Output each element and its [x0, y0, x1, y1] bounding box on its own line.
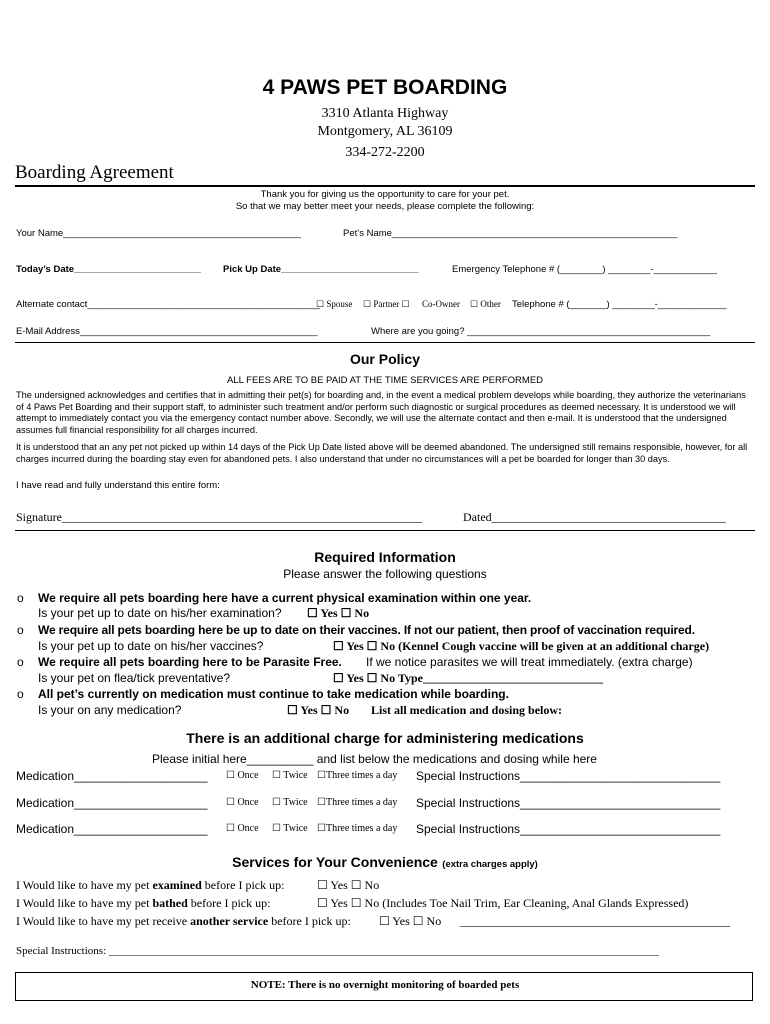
required-subheading: Please answer the following questions — [283, 567, 487, 581]
email-field[interactable]: E-Mail Address_____________________________________________ — [16, 326, 318, 337]
other-service-field[interactable]: _____________________________________________ — [460, 914, 730, 928]
medication-question: Is your on any medication? — [38, 703, 182, 717]
other-checkbox[interactable]: ☐ Other — [470, 299, 501, 309]
exam-service-keyword: examined — [152, 878, 202, 892]
read-acknowledgement: I have read and fully understand this entire form: — [16, 480, 220, 491]
twice-checkbox[interactable]: ☐ Twice — [272, 823, 308, 834]
services-heading: Services for Your Convenience — [232, 854, 438, 870]
other-service-keyword: another service — [190, 914, 269, 928]
pickup-date-field[interactable]: Pick Up Date__________________________ — [223, 264, 419, 275]
destination-field[interactable]: Where are you going? ______________________________________________ — [371, 326, 711, 337]
alternate-contact-field[interactable]: Alternate contact____________________________________________ — [16, 299, 320, 310]
medication-name-field[interactable]: Medication____________________ — [16, 769, 208, 783]
vaccine-answer-checkboxes[interactable]: ☐ Yes ☐ No (Kennel Cough vaccine will be given at an additional charge) — [333, 639, 710, 653]
three-times-checkbox[interactable]: ☐Three times a day — [317, 823, 398, 834]
parasite-answer-checkboxes[interactable]: ☐ Yes ☐ No Type______________________________ — [333, 671, 603, 685]
exam-answer-checkboxes[interactable]: ☐ Yes ☐ No — [307, 606, 370, 620]
special-instructions-line[interactable]: Special Instructions: ____________________________________________________________________________________________________ — [16, 945, 659, 957]
exam-service-line — [16, 878, 284, 893]
intro-line-2: So that we may better meet your needs, please complete the following: — [235, 201, 535, 212]
vaccine-requirement: We require all pets boarding here be up to date on their vaccines. If not our patient, then proof of vaccination required. — [38, 623, 695, 637]
services-extra-charge-note: (extra charges apply) — [442, 859, 538, 870]
coowner-option[interactable]: Co-Owner — [422, 299, 460, 309]
exam-service-pre: I Would like to have my pet — [16, 878, 153, 892]
special-instructions-field[interactable]: Special Instructions______________________________ — [416, 822, 721, 836]
partner-checkbox[interactable]: ☐ Partner ☐ — [363, 299, 410, 309]
services-heading-row — [0, 854, 770, 872]
todays-date-field[interactable]: Today’s Date________________________ — [16, 264, 201, 275]
parasite-requirement: We require all pets boarding here to be Parasite Free. — [38, 655, 342, 669]
exam-requirement: We require all pets boarding here have a current physical examination within one year. — [38, 591, 532, 605]
medication-list-note: List all medication and dosing below: — [371, 703, 563, 717]
other-service-post: before I pick up: — [268, 914, 351, 928]
parasite-note: If we notice parasites we will treat immediately. (extra charge) — [366, 655, 693, 669]
fields-divider — [15, 342, 755, 343]
bath-service-checkboxes[interactable]: ☐ Yes ☐ No (Includes Toe Nail Trim, Ear Cleaning, Anal Glands Expressed) — [317, 896, 689, 910]
bullet: o — [17, 687, 24, 701]
other-service-pre: I Would like to have my pet receive — [16, 914, 191, 928]
medication-heading: There is an additional charge for administering medications — [186, 730, 584, 746]
required-heading: Required Information — [314, 549, 456, 565]
special-instructions-field[interactable]: Special Instructions______________________________ — [416, 796, 721, 810]
spouse-checkbox[interactable]: ☐ Spouse — [316, 299, 353, 309]
policy-paragraph-2: It is understood that an any pet not picked up within 14 days of the Pick Up Date listed above will be deemed abandoned. The undersigned still remains responsible, however, for all charges incurred during the boarding stay even for abandoned pets. I also understand that under no circumstances will a pet be boarded for longer than 30 days. — [16, 442, 748, 464]
overnight-note: NOTE: There is no overnight monitoring of boarded pets — [250, 979, 520, 991]
bath-service-line — [16, 896, 270, 911]
exam-question: Is your pet up to date on his/her examination? — [38, 606, 282, 620]
medication-requirement: All pet’s currently on medication must continue to take medication while boarding. — [38, 687, 509, 701]
business-name: 4 PAWS PET BOARDING — [262, 76, 508, 99]
signature-field[interactable]: Signature____________________________________________________________ — [16, 510, 422, 524]
bullet: o — [17, 655, 24, 669]
three-times-checkbox[interactable]: ☐Three times a day — [317, 770, 398, 781]
vaccine-question: Is your pet up to date on his/her vaccines? — [38, 639, 264, 653]
once-checkbox[interactable]: ☐ Once — [226, 770, 259, 781]
medication-name-field[interactable]: Medication____________________ — [16, 822, 208, 836]
other-service-checkboxes[interactable]: ☐ Yes ☐ No — [379, 914, 442, 928]
emergency-telephone-field[interactable]: Emergency Telephone # (________) ________-____________ — [452, 264, 717, 275]
bath-service-pre: I Would like to have my pet — [16, 896, 153, 910]
exam-service-post: before I pick up: — [201, 878, 285, 892]
title-divider — [15, 185, 755, 187]
three-times-checkbox[interactable]: ☐Three times a day — [317, 797, 398, 808]
intro-line-1: Thank you for giving us the opportunity to care for your pet. — [260, 189, 510, 200]
twice-checkbox[interactable]: ☐ Twice — [272, 770, 308, 781]
special-instructions-field[interactable]: Special Instructions______________________________ — [416, 769, 721, 783]
address-line-1: 3310 Atlanta Highway — [321, 106, 449, 121]
bath-service-keyword: bathed — [152, 896, 188, 910]
exam-service-checkboxes[interactable]: ☐ Yes ☐ No — [317, 878, 380, 892]
parasite-question: Is your pet on flea/tick preventative? — [38, 671, 231, 685]
page-title: Boarding Agreement — [15, 162, 174, 183]
bath-service-post: before I pick up: — [187, 896, 271, 910]
bullet: o — [17, 623, 24, 637]
phone-number: 334-272-2200 — [345, 145, 425, 160]
once-checkbox[interactable]: ☐ Once — [226, 823, 259, 834]
signature-divider — [15, 530, 755, 531]
alternate-telephone-field[interactable]: Telephone # (_______) ________-_____________ — [512, 299, 727, 310]
initial-instruction[interactable]: Please initial here__________ and list below the medications and dosing while here — [152, 752, 597, 766]
once-checkbox[interactable]: ☐ Once — [226, 797, 259, 808]
policy-paragraph-1: The undersigned acknowledges and certifies that in admitting their pet(s) for boarding and, in the event a medical problem develops while boarding, they authorize the veterinarians of 4 Paws Pet Boarding and their support staff, to administer such treatment and/or perform such diagnostic or surgical procedures as deemed necessary. It is understood we will attempt to immediately contact you via the emergency contact number above. Secondly, we will use the alternate contact and then e-mail. It is understood that the undersigned assumes full financial responsibility for all charges incurred. — [16, 390, 746, 435]
policy-heading: Our Policy — [349, 351, 421, 367]
other-service-line — [16, 914, 351, 929]
bullet: o — [17, 591, 24, 605]
medication-name-field[interactable]: Medication____________________ — [16, 796, 208, 810]
medication-answer-checkboxes[interactable]: ☐ Yes ☐ No — [287, 703, 350, 717]
twice-checkbox[interactable]: ☐ Twice — [272, 797, 308, 808]
your-name-field[interactable]: Your Name_____________________________________________ — [16, 228, 301, 239]
fees-notice: ALL FEES ARE TO BE PAID AT THE TIME SERVICES ARE PERFORMED — [226, 375, 544, 386]
pets-name-field[interactable]: Pet’s Name______________________________________________________ — [343, 228, 678, 239]
dated-field[interactable]: Dated_______________________________________ — [463, 510, 726, 524]
address-line-2: Montgomery, AL 36109 — [317, 124, 453, 139]
